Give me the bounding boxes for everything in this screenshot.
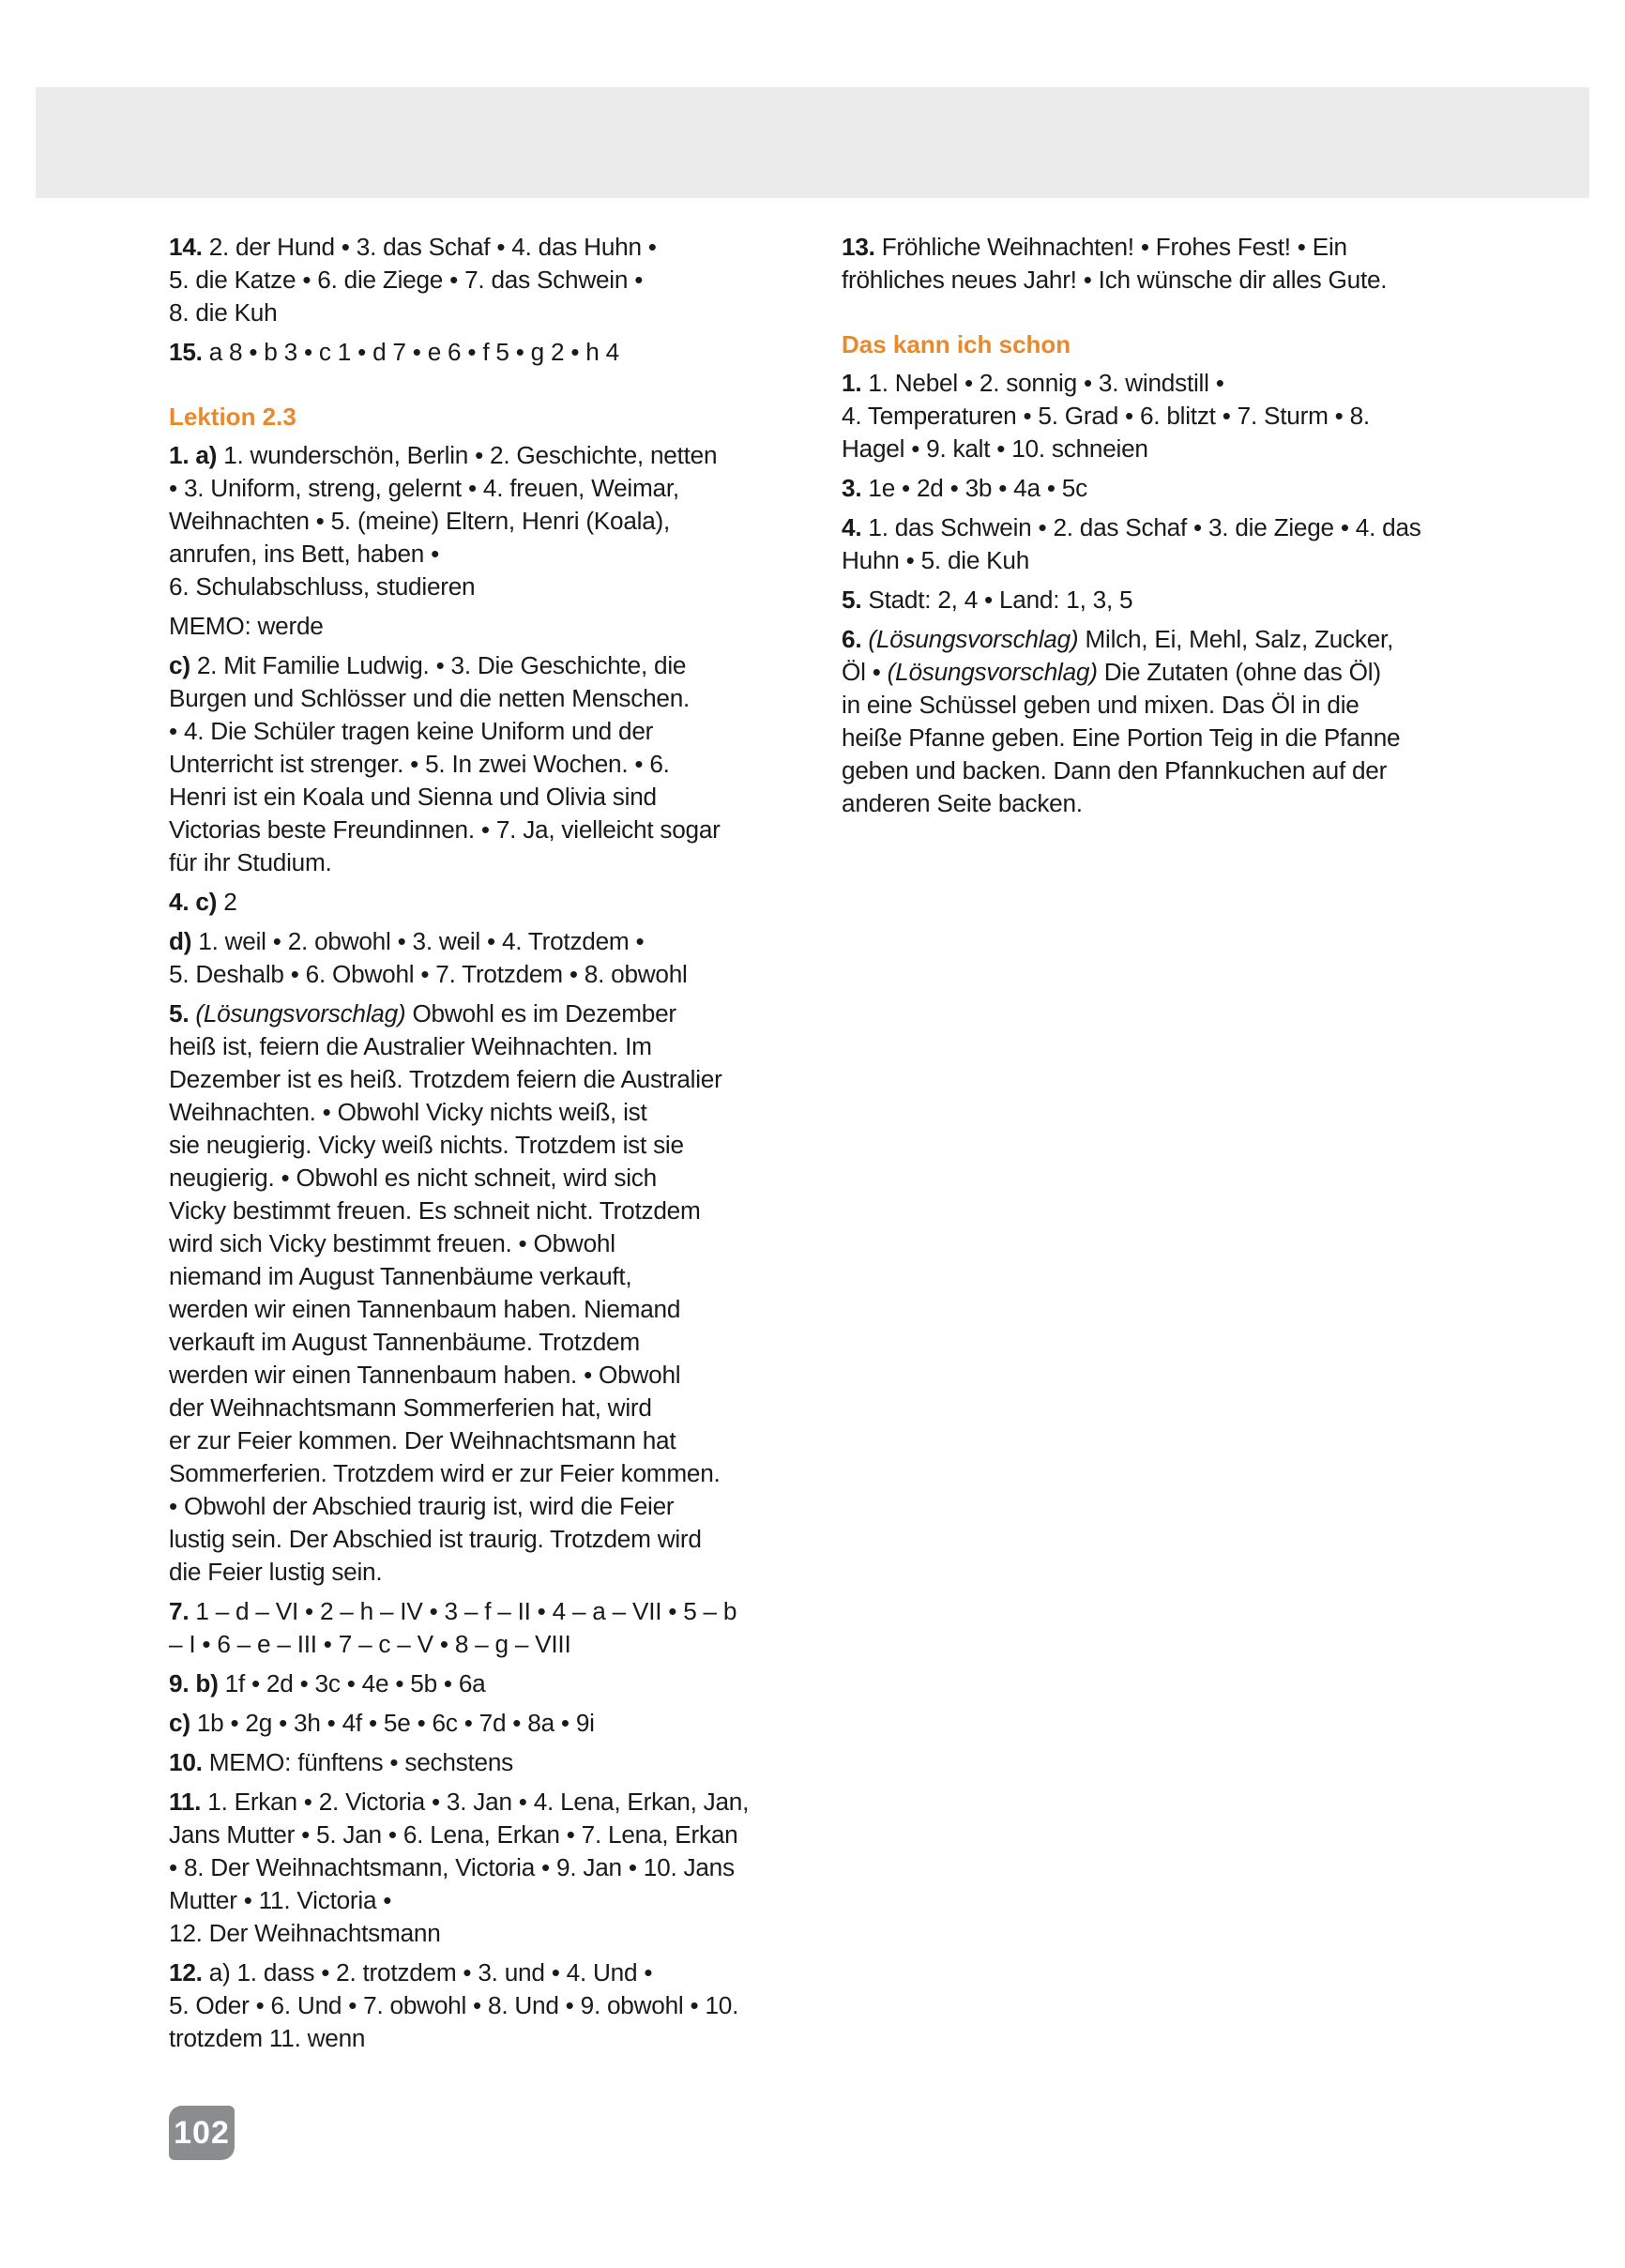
answer-13: 13. Fröhliche Weihnachten! • Frohes Fest! • Ein fröhliches neues Jahr! • Ich wünsche dir alles Gute. <box>842 233 1388 294</box>
header-band <box>36 87 1589 198</box>
answer-7: 7. 1 – d – VI • 2 – h – IV • 3 – f – II • 4 – a – VII • 5 – b – I • 6 – e – III • 7 – c – V • 8 – g – VIII <box>169 1597 737 1658</box>
answer-15: 15. a 8 • b 3 • c 1 • d 7 • e 6 • f 5 • g 2 • h 4 <box>169 338 619 366</box>
review-answer-5: 5. Stadt: 2, 4 • Land: 1, 3, 5 <box>842 586 1133 614</box>
review-answer-3: 3. 1e • 2d • 3b • 4a • 5c <box>842 474 1087 502</box>
memo-1: MEMO: werde <box>169 612 324 640</box>
review-answer-6: 6. (Lösungsvorschlag) Milch, Ei, Mehl, Salz, Zucker, Öl • (Lösungsvorschlag) Die Zutaten (ohne das Öl) in eine Schüssel geben und mixen. Das Öl in die heiße Pfanne geben. Eine Portion Teig in die Pfanne geben und backen. Dann den Pfannkuchen auf der anderen Seite backen. <box>842 625 1401 817</box>
review-answer-1: 1. 1. Nebel • 2. sonnig • 3. windstill • 4. Temperaturen • 5. Grad • 6. blitzt • 7. Sturm • 8. Hagel • 9. kalt • 10. schneien <box>842 369 1370 463</box>
answer-4d: d) 1. weil • 2. obwohl • 3. weil • 4. Trotzdem • 5. Deshalb • 6. Obwohl • 7. Trotzdem • 8. obwohl <box>169 927 688 988</box>
answer-14: 14. 2. der Hund • 3. das Schaf • 4. das Huhn • 5. die Katze • 6. die Ziege • 7. das Schwein • 8. die Kuh <box>169 233 657 327</box>
page-number-badge: 102 <box>169 2106 235 2160</box>
answer-10: 10. MEMO: fünftens • sechstens <box>169 1748 514 1776</box>
left-column <box>169 231 788 2062</box>
section-heading-lektion: Lektion 2.3 <box>169 403 296 431</box>
answer-11: 11. 1. Erkan • 2. Victoria • 3. Jan • 4. Lena, Erkan, Jan, Jans Mutter • 5. Jan • 6. Lena, Erkan • 7. Lena, Erkan • 8. Der Weihnachtsmann, Victoria • 9. Jan • 10. Jans Mutter • 11. Victoria • 12. Der Weihnachtsmann <box>169 1788 750 1947</box>
section-heading-das-kann-ich-schon: Das kann ich schon <box>842 330 1071 358</box>
answer-1a: 1. a) 1. wunderschön, Berlin • 2. Geschichte, netten • 3. Uniform, streng, gelernt • 4. freuen, Weimar, Weihnachten • 5. (meine) Eltern, Henri (Koala), anrufen, ins Bett, haben • 6. Schulabschluss, studieren <box>169 441 718 601</box>
answer-9b: 9. b) 1f • 2d • 3c • 4e • 5b • 6a <box>169 1669 486 1697</box>
answer-5: 5. (Lösungsvorschlag) Obwohl es im Dezember heiß ist, feiern die Australier Weihnachten. Im Dezember ist es heiß. Trotzdem feiern die Australier Weihnachten. • Obwohl Vicky nichts weiß, ist sie neugierig. Vicky weiß nichts. Trotzdem ist sie neugierig. • Obwohl es nicht schneit, wird sich Vicky bestimmt freuen. Es schneit nicht. Trotzdem wird sich Vicky bestimmt freuen. • Obwohl niemand im August Tannenbäume verkauft, werden wir einen Tannenbaum haben. Niemand verkauft im August Tannenbäume. Trotzdem werden wir einen Tannenbaum haben. • Obwohl der Weihnachtsmann Sommerferien hat, wird er zur Feier kommen. Der Weihnachtsmann hat Sommerferien. Trotzdem wird er zur Feier kommen. • Obwohl der Abschied traurig ist, wird die Feier lustig sein. Der Abschied ist traurig. Trotzdem wird die Feier lustig sein. <box>169 999 722 1586</box>
answer-4c: 4. c) 2 <box>169 888 237 916</box>
answer-9c: c) 1b • 2g • 3h • 4f • 5e • 6c • 7d • 8a • 9i <box>169 1709 595 1737</box>
answer-12: 12. a) 1. dass • 2. trotzdem • 3. und • 4. Und • 5. Oder • 6. Und • 7. obwohl • 8. Und • 9. obwohl • 10. trotzdem 11. wenn <box>169 1958 739 2052</box>
right-column <box>842 231 1472 827</box>
answer-1c: c) 2. Mit Familie Ludwig. • 3. Die Geschichte, die Burgen und Schlösser und die netten Menschen. • 4. Die Schüler tragen keine Uniform und der Unterricht ist strenger. • 5. In zwei Wochen. • 6. Henri ist ein Koala und Sienna und Olivia sind Victorias beste Freundinnen. • 7. Ja, vielleicht sogar für ihr Studium. <box>169 651 721 876</box>
review-answer-4: 4. 1. das Schwein • 2. das Schaf • 3. die Ziege • 4. das Huhn • 5. die Kuh <box>842 513 1421 574</box>
